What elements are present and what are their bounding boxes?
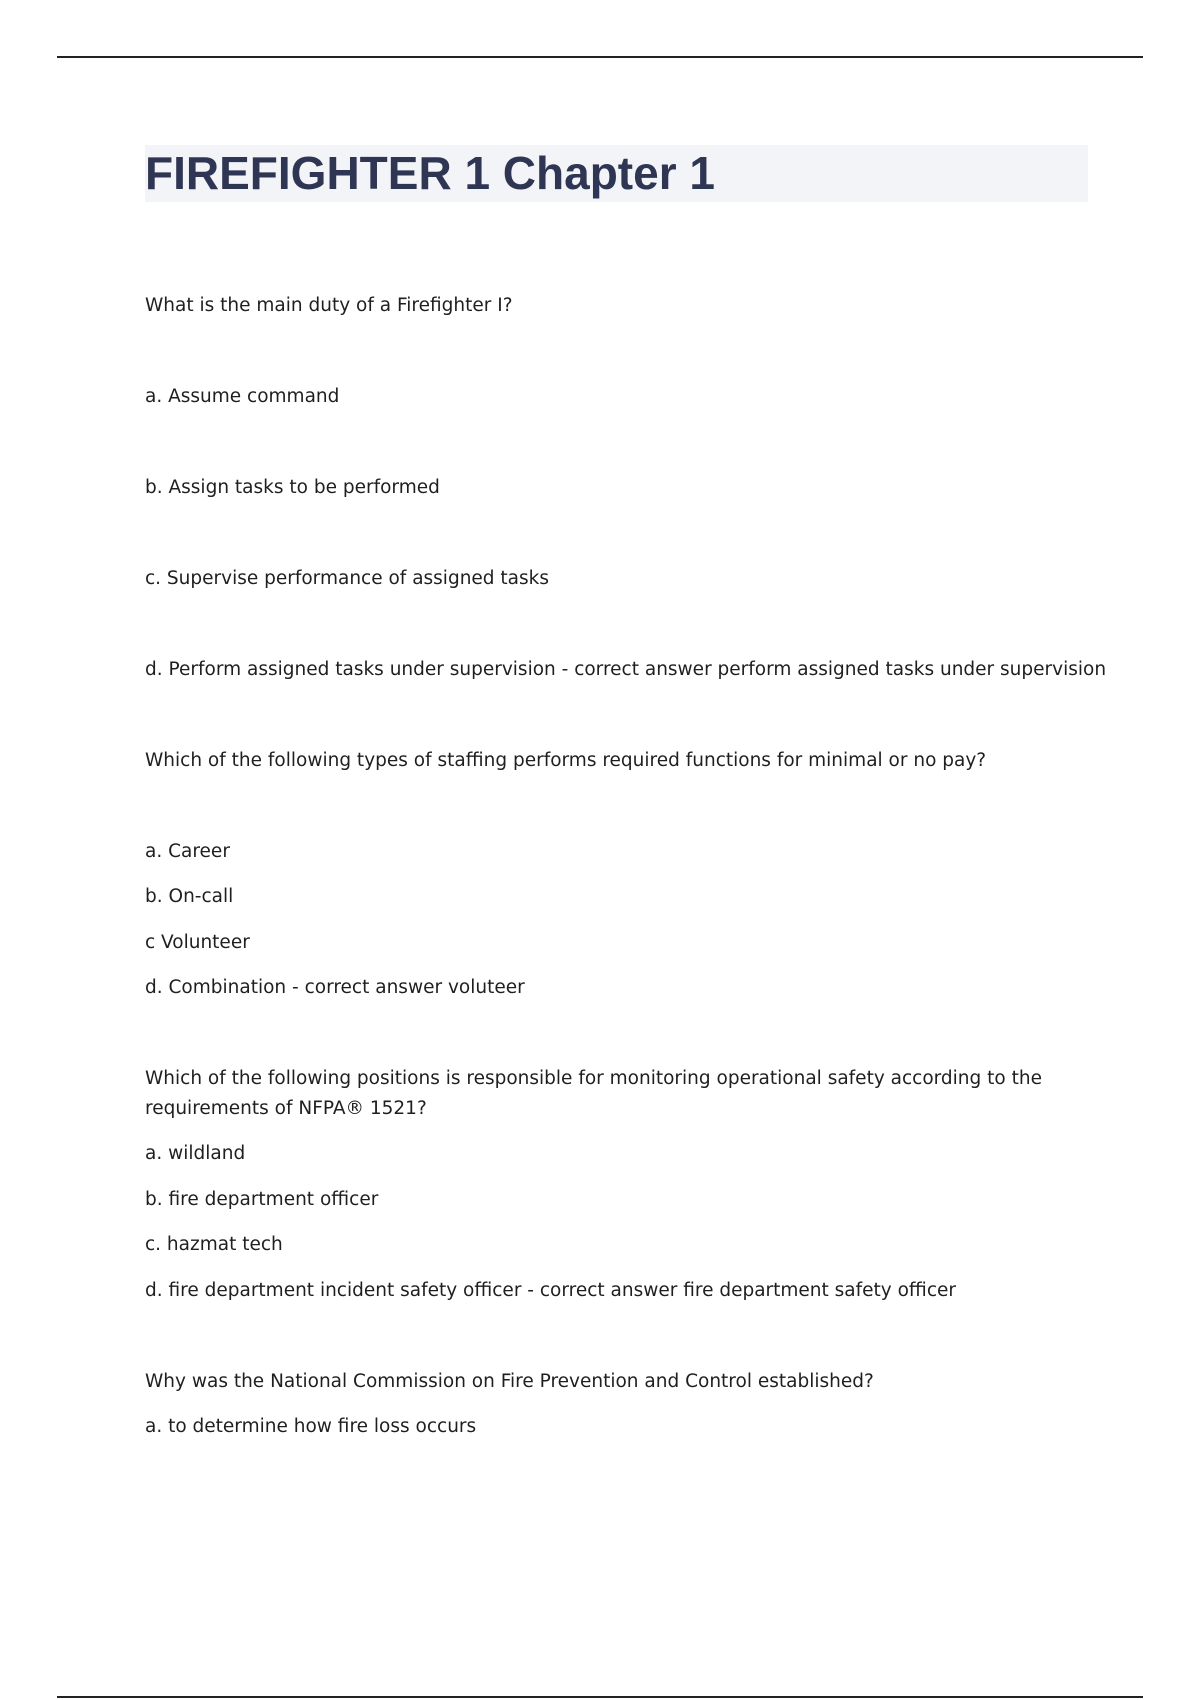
question-1-option-a: a. Assume command	[145, 386, 340, 407]
question-2-option-b: b. On-call	[145, 886, 234, 907]
question-3-option-a: a. wildland	[145, 1143, 246, 1164]
question-2-prompt: Which of the following types of staffing performs required functions for minimal or no pay?	[145, 750, 987, 771]
question-3-option-d: d. fire department incident safety officer - correct answer fire department safety officer	[145, 1280, 956, 1301]
question-3-prompt: Which of the following positions is responsible for monitoring operational safety according to the requirements of NFPA® 1521?	[145, 1068, 1042, 1119]
question-2-option-c: c Volunteer	[145, 932, 250, 953]
question-1-option-c: c. Supervise performance of assigned tasks	[145, 568, 550, 589]
question-2-option-a: a. Career	[145, 841, 230, 862]
question-3-option-c: c. hazmat tech	[145, 1234, 283, 1255]
question-4-prompt: Why was the National Commission on Fire Prevention and Control established?	[145, 1371, 874, 1392]
document-title: FIREFIGHTER 1 Chapter 1	[145, 147, 715, 199]
question-2-option-d: d. Combination - correct answer voluteer	[145, 977, 525, 998]
question-3-option-b: b. fire department officer	[145, 1189, 379, 1210]
question-4-option-a: a. to determine how fire loss occurs	[145, 1416, 477, 1437]
page-top-rule	[57, 56, 1143, 58]
question-1-option-d: d. Perform assigned tasks under supervision - correct answer perform assigned tasks under supervision	[145, 659, 1107, 680]
question-1-prompt: What is the main duty of a Firefighter I?	[145, 295, 513, 316]
question-1-option-b: b. Assign tasks to be performed	[145, 477, 440, 498]
page-bottom-rule	[57, 1696, 1143, 1698]
